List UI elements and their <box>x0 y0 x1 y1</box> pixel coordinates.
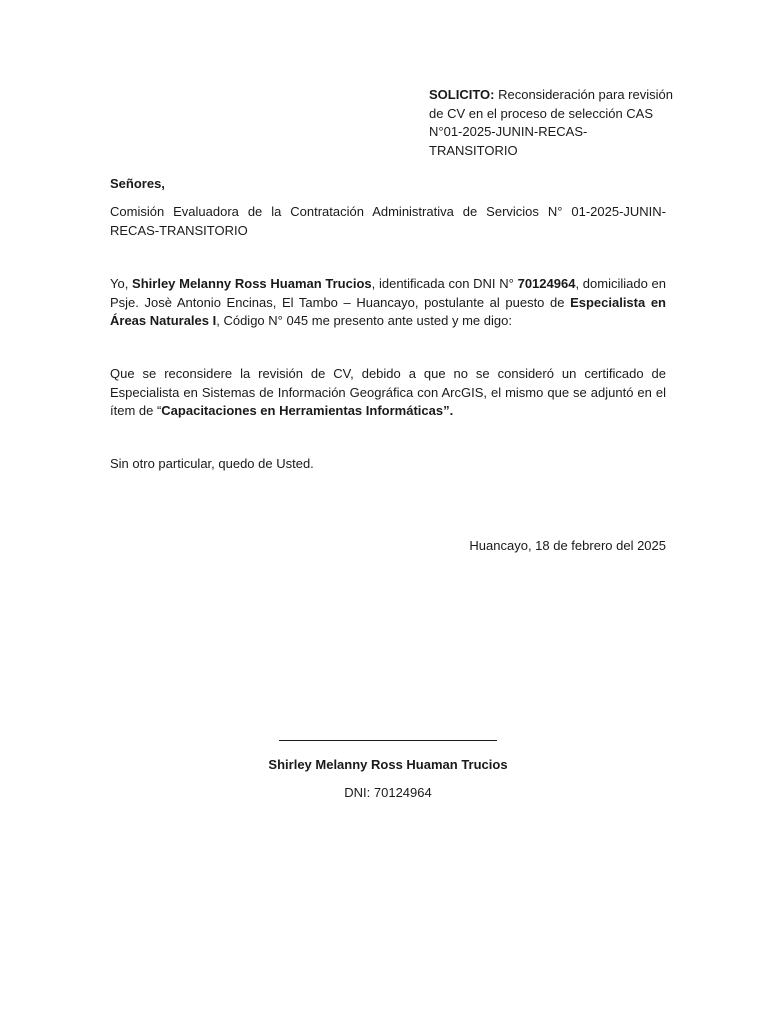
subject-text: Reconsideración para revisión de CV en el proceso de selección CAS N°01-2025-JUNIN-RECAS-TRANSITORIO <box>429 87 673 158</box>
request-item: Capacitaciones en Herramientas Informáticas <box>161 403 444 418</box>
intro-text-3: , domiciliado en Psje. Josè Antonio Encinas, El Tambo – Huancayo, postulante al puesto de <box>110 276 666 310</box>
subject-label: SOLICITO: <box>429 87 495 102</box>
request-paragraph <box>110 365 666 421</box>
salutation: Señores, <box>110 176 165 191</box>
date-line: Huancayo, 18 de febrero del 2025 <box>469 538 666 553</box>
signature-name: Shirley Melanny Ross Huaman Trucios <box>268 757 508 772</box>
intro-text-2: , identificada con DNI N° <box>371 276 518 291</box>
signature-dni: DNI: 70124964 <box>344 785 432 800</box>
applicant-name: Shirley Melanny Ross Huaman Trucios <box>132 276 372 291</box>
request-text-1: Que se reconsidere la revisión de CV, debido a que no se consideró un certificado de Especialista en Sistemas de Información Geográfica con ArcGIS, el mismo que se adjuntó en el ítem de “ <box>110 366 666 418</box>
closing-line: Sin otro particular, quedo de Usted. <box>110 456 314 471</box>
intro-paragraph <box>110 275 666 331</box>
intro-text-4: , Código N° 045 me presento ante usted y me digo: <box>216 313 512 328</box>
signature-line <box>279 740 497 741</box>
request-text-2: ”. <box>443 403 454 418</box>
position-name: Especialista en Áreas Naturales I <box>110 294 666 328</box>
addressee: Comisión Evaluadora de la Contratación Administrativa de Servicios N° 01-2025-JUNIN-RECAS-TRANSITORIO <box>110 204 666 238</box>
intro-text-1: Yo, <box>110 276 133 291</box>
subject-block <box>429 86 674 160</box>
applicant-dni: 70124964 <box>517 276 576 291</box>
